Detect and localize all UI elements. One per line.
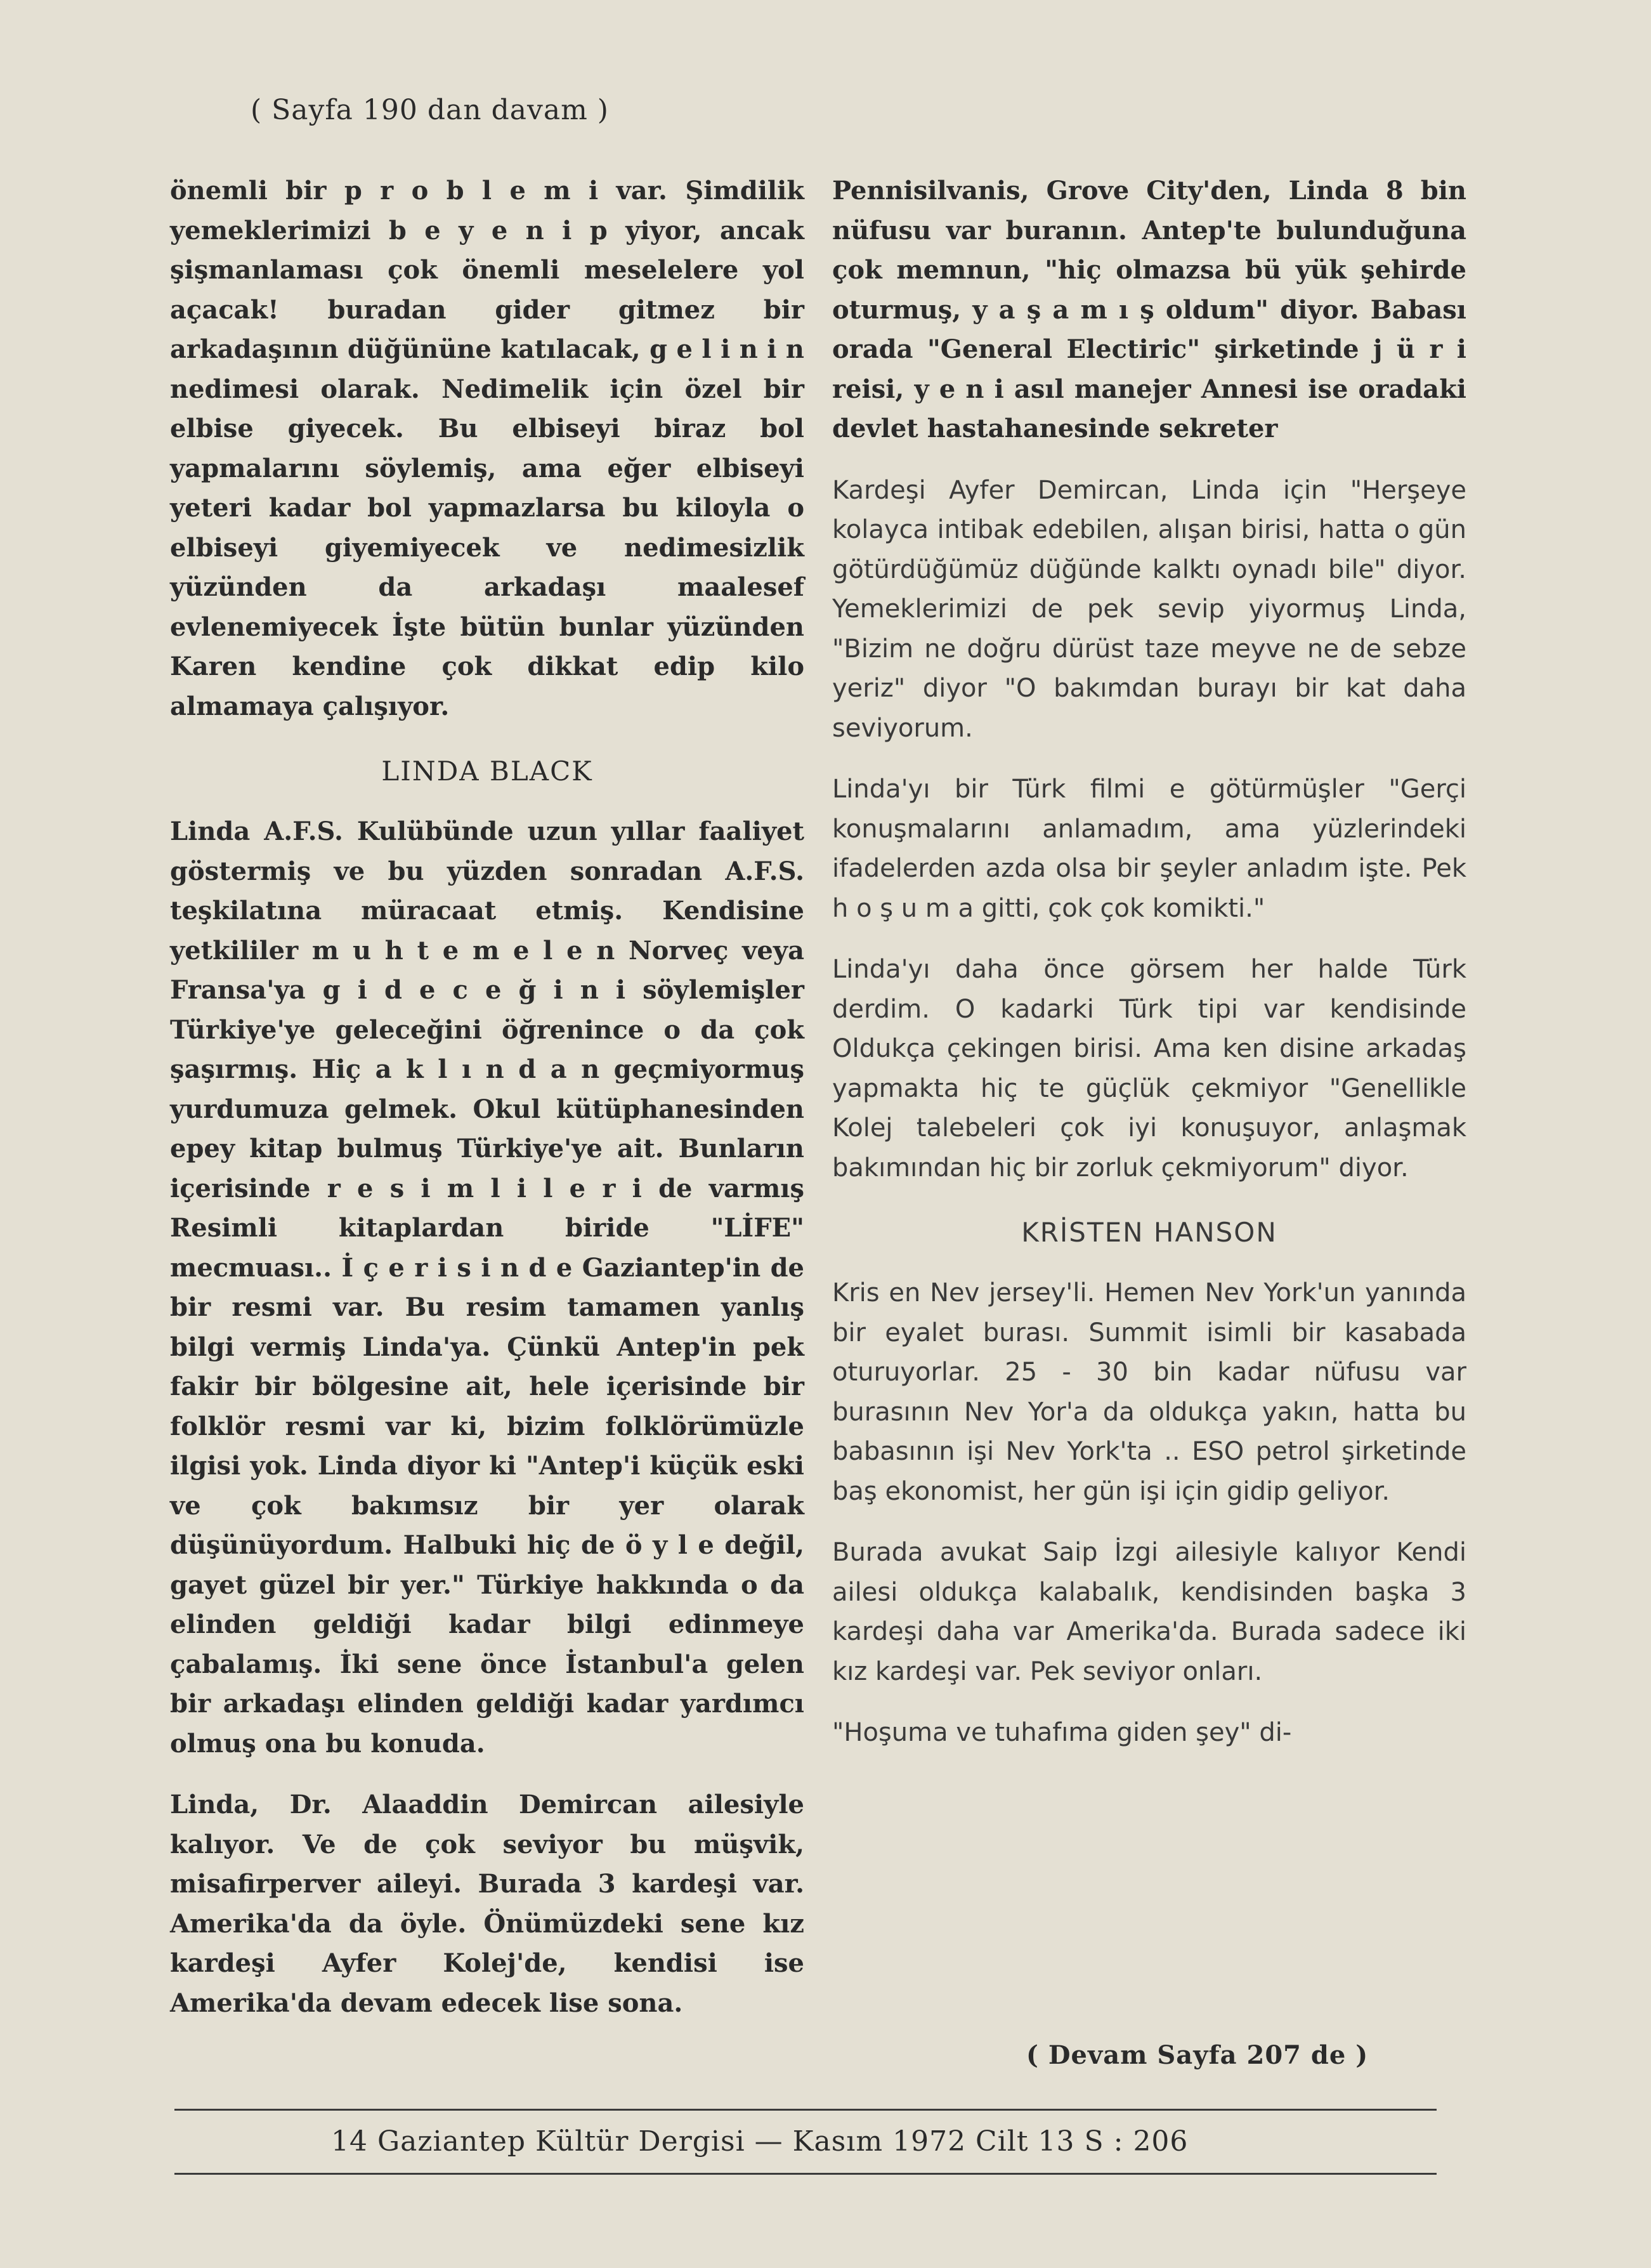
article-paragraph: Linda A.F.S. Kulübünde uzun yıllar faaliyet göstermiş ve bu yüzden sonradan A.F.S. teşkilatına müracaat etmiş. Kendisine yetkililer m u h t e m e l e n Norveç veya Fransa'ya g i d e c e ğ i n i söylemişler Türkiye'ye geleceğini öğrenince o da çok şaşırmış. Hiç a k l ı n d a n geçmiyormuş yurdumuza gelmek. Okul kütüphanesinden epey kitap bulmuş Türkiye'ye ait. Bunların içerisinde r e s i m l i l e r i de varmış Resimli kitaplardan biride "LİFE" mecmuası.. İ ç e r i s i n d e Gaziantep'in de bir resmi var. Bu resim tamamen yanlış bilgi vermiş Linda'ya. Çünkü Antep'in pek fakir bir bölgesine ait, hele içerisinde bir folklör resmi var ki, bizim folklörümüzle ilgisi yok. Linda diyor ki "Antep'i küçük eski ve çok bakımsız bir yer olarak düşünüyordum. Halbuki hiç de ö y l e değil, gayet güzel bir yer." Türkiye hakkında o da elinden geldiği kadar bilgi edinmeye çabalamış. İki sene önce İstanbul'a gelen bir arkadaşı elinden geldiği kadar yardımcı olmuş ona bu konuda.: [170, 816, 804, 1759]
article-paragraph: Linda'yı bir Türk filmi e götürmüşler "Gerçi konuşmalarını anlamadım, ama yüzlerindeki ifadelerden azda olsa bir şeyler anladım işte. Pek h o ş u m a gitti, çok çok komikti.": [832, 775, 1466, 923]
article-paragraph: Burada avukat Saip İzgi ailesiyle kalıyor Kendi ailesi oldukça kalabalık, kendisinden başka 3 kardeşi daha var Amerika'da. Burada sadece iki kız kardeşi var. Pek seviyor onları.: [832, 1538, 1466, 1686]
continuation-note: ( Sayfa 190 dan davam ): [251, 94, 609, 126]
right-column: [832, 171, 1466, 1753]
section-heading-kristen-hanson: KRİSTEN HANSON: [1021, 1217, 1277, 1248]
article-paragraph: Kardeşi Ayfer Demircan, Linda için "Herşeye kolayca intibak edebilen, alışan birisi, hatta o gün götürdüğümüz düğünde kalktı oynadı bile" diyor. Yemeklerimizi de pek sevip yiyormuş Linda, "Bizim ne doğru dürüst taze meyve ne de sebze yeriz" diyor "O bakımdan burayı bir kat daha seviyorum.: [832, 475, 1466, 743]
article-paragraph: Kris en Nev jersey'li. Hemen Nev York'un yanında bir eyalet burası. Summit isimli bir kasabada oturuyorlar. 25 - 30 bin kadar nüfusu var burasının Nev Yor'a da oldukça yakın, hatta bu babasının işi Nev York'ta .. ESO petrol şirketinde baş ekonomist, her gün işi için gidip geliyor.: [832, 1278, 1466, 1506]
footer-rule-top: [174, 2109, 1437, 2111]
article-paragraph: Linda, Dr. Alaaddin Demircan ailesiyle kalıyor. Ve de çok seviyor bu müşvik, misafirperver aileyi. Burada 3 kardeşi var. Amerika'da da öyle. Önümüzdeki sene kız kardeşi Ayfer Kolej'de, kendisi ise Amerika'da devam edecek lise sona.: [170, 1790, 804, 2018]
footer-rule-bottom: [174, 2173, 1437, 2175]
continued-on-note: ( Devam Sayfa 207 de ): [1026, 2040, 1369, 2070]
article-paragraph: Pennisilvanis, Grove City'den, Linda 8 bin nüfusu var buranın. Antep'te bulunduğuna çok memnun, "hiç olmazsa bü yük şehirde oturmuş, y a ş a m ı ş oldum" diyor. Babası orada "General Electiric" şirketinde j ü r i reisi, y e n i asıl manejer Annesi ise oradaki devlet hastahanesinde sekreter: [832, 176, 1466, 443]
article-paragraph: önemli bir p r o b l e m i var. Şimdilik yemeklerimizi b e y e n i p yiyor, ancak şişmanlaması çok önemli meselelere yol açacak! buradan gider gitmez bir arkadaşının düğününe katılacak, g e l i n i n nedimesi olarak. Nedimelik için özel bir elbise giyecek. Bu elbiseyi biraz bol yapmalarını söylemiş, ama eğer elbiseyi yeteri kadar bol yapmazlarsa bu kiloyla o elbiseyi giyemiyecek ve nedimesizlik yüzünden da arkadaşı maalesef evlenemiyecek İşte bütün bunlar yüzünden Karen kendine çok dikkat edip kilo almamaya çalışıyor.: [170, 176, 804, 721]
page-footer: 14 Gaziantep Kültür Dergisi — Kasım 1972 Cilt 13 S : 206: [331, 2125, 1189, 2158]
article-paragraph: Linda'yı daha önce görsem her halde Türk derdim. O kadarki Türk tipi var kendisinde Oldukça çekingen birisi. Ama ken disine arkadaş yapmakta hiç te güçlük çekmiyor "Genellikle Kolej talebeleri çok iyi konuşuyor, anlaşmak bakımından hiç bir zorluk çekmiyorum" diyor.: [832, 955, 1466, 1183]
section-heading-linda-black: LINDA BLACK: [381, 756, 593, 787]
left-column: [170, 171, 804, 2023]
article-paragraph: "Hoşuma ve tuhafıma giden şey" di-: [832, 1718, 1292, 1747]
